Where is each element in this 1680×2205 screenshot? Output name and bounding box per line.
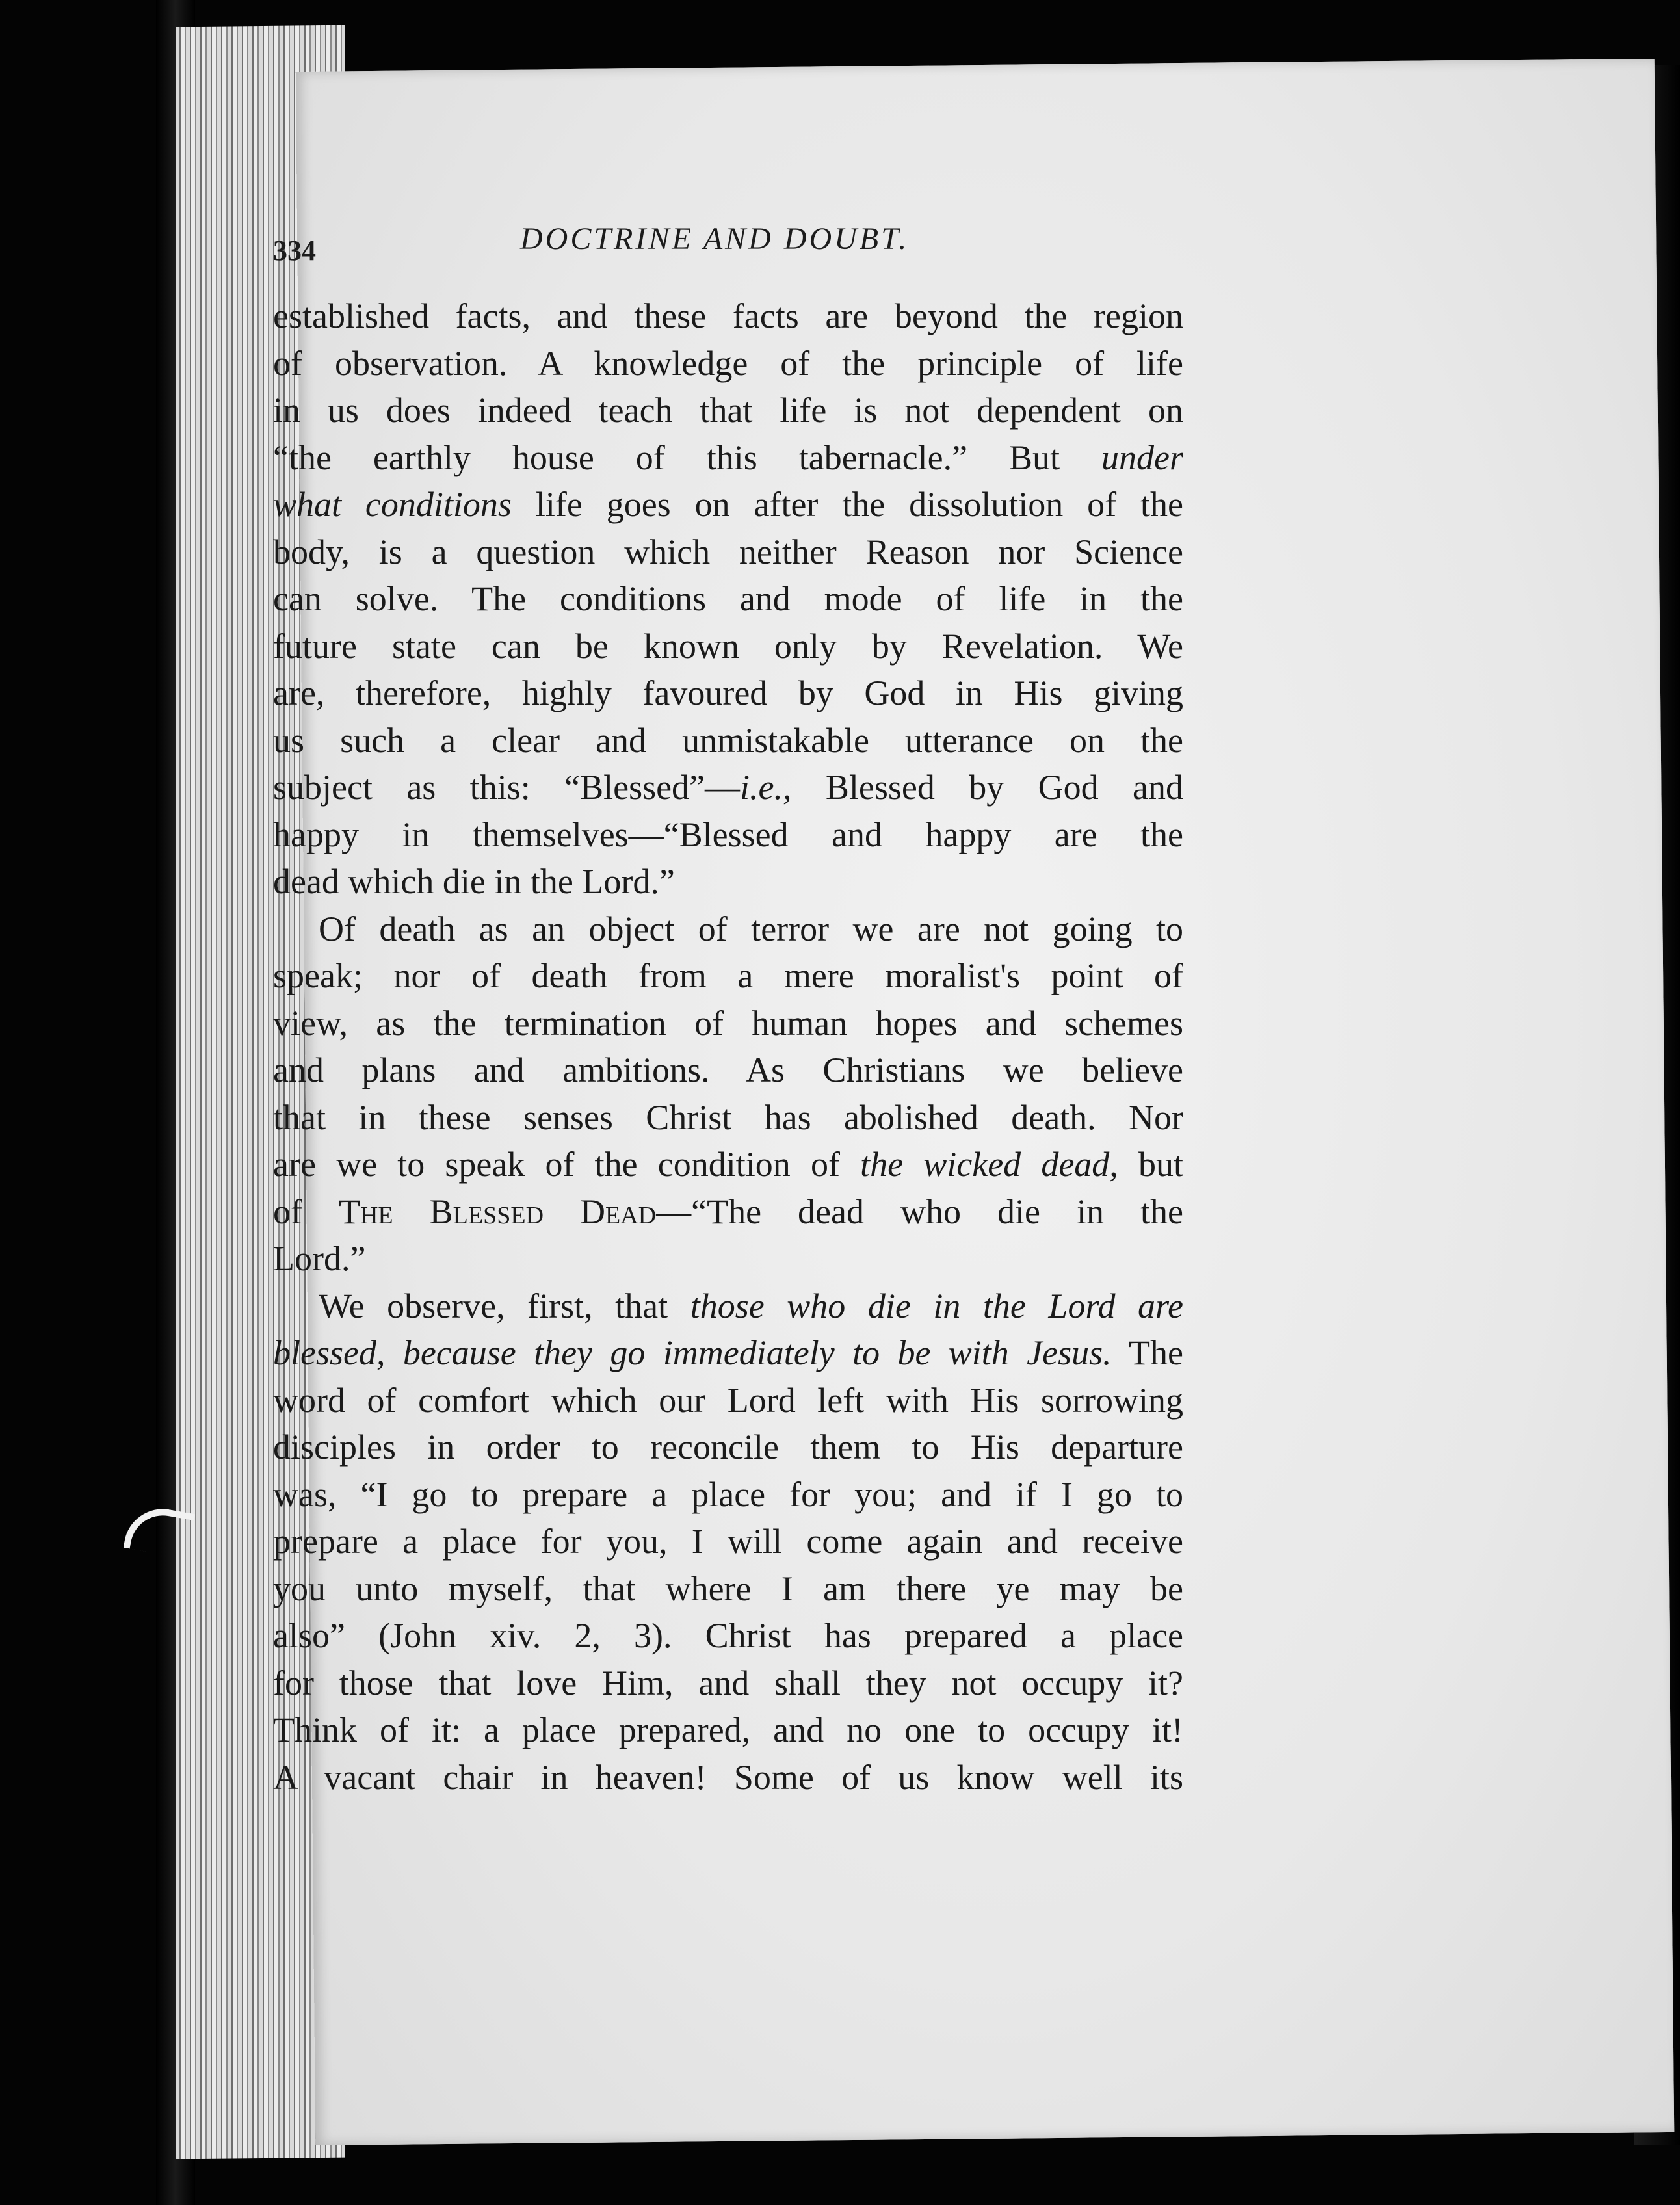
text-run: for those that love Him, and shall they not occupy it? [273, 1663, 1183, 1703]
text-line [273, 481, 1183, 528]
text-line [273, 1518, 1183, 1565]
text-run: body, is a question which neither Reason nor Science [273, 532, 1183, 571]
text-line [273, 340, 1183, 387]
small-caps-text: The Blessed Dead [339, 1192, 657, 1231]
text-run: established facts, and these facts are beyond the region [273, 296, 1183, 335]
text-line [273, 528, 1183, 576]
text-line [273, 434, 1183, 482]
text-run: you unto myself, that where I am there ye may be [273, 1569, 1183, 1608]
text-line [273, 1754, 1183, 1801]
text-line [273, 1377, 1183, 1424]
text-run: speak; nor of death from a mere moralist's point of [273, 956, 1183, 995]
text-line [273, 1283, 1183, 1330]
text-line [273, 1047, 1183, 1094]
text-line [273, 1706, 1183, 1754]
text-run: “the earthly house of this tabernacle.” But [273, 437, 1102, 477]
text-line [273, 623, 1183, 670]
text-line [273, 952, 1183, 1000]
text-run: that in these senses Christ has abolished death. Nor [273, 1097, 1183, 1137]
text-run: word of comfort which our Lord left with His sorrowing [273, 1380, 1183, 1420]
text-line [273, 764, 1183, 811]
page-number: 334 [273, 235, 316, 267]
text-line [273, 717, 1183, 764]
text-run: subject as this: “Blessed”— [273, 768, 741, 807]
text-line [273, 1424, 1183, 1471]
text-run: can solve. The conditions and mode of life in the [273, 579, 1183, 618]
text-line [273, 1094, 1183, 1142]
text-run: prepare a place for you, I will come again and receive [273, 1522, 1183, 1561]
text-run: are we to speak of the condition of [273, 1145, 861, 1184]
text-line [273, 906, 1183, 953]
text-line [273, 670, 1183, 717]
text-run: us such a clear and unmistakable utterance on the [273, 720, 1183, 760]
italic-text: what conditions [273, 485, 512, 524]
text-line [273, 387, 1183, 434]
text-run: We observe, first, that [319, 1286, 690, 1325]
text-run: Lord.” [273, 1239, 366, 1278]
text-run: —“The dead who die in the [656, 1192, 1183, 1231]
text-run: Blessed by God and [791, 768, 1183, 807]
text-line [273, 293, 1183, 340]
text-line [273, 1188, 1183, 1236]
text-line [273, 575, 1183, 623]
text-run: of [273, 1192, 339, 1231]
text-line [273, 1235, 1183, 1283]
text-run: disciples in order to reconcile them to His departure [273, 1428, 1183, 1467]
text-line [273, 1612, 1183, 1660]
text-run: of observation. A knowledge of the principle of life [273, 343, 1183, 383]
text-run: in us does indeed teach that life is not dependent on [273, 391, 1183, 430]
text-line [273, 1660, 1183, 1707]
text-run: was, “I go to prepare a place for you; and if I go to [273, 1474, 1183, 1514]
text-line [273, 1329, 1183, 1377]
text-run: dead which die in the Lord.” [273, 862, 675, 901]
text-run: Think of it: a place prepared, and no one to occupy it! [273, 1710, 1183, 1749]
text-run: and plans and ambitions. As Christians we believe [273, 1050, 1183, 1089]
text-run: A vacant chair in heaven! Some of us know well its [273, 1757, 1183, 1797]
text-run: life goes on after the dissolution of the [511, 485, 1183, 524]
text-run: are, therefore, highly favoured by God in His giving [273, 673, 1183, 712]
text-run: but [1118, 1145, 1183, 1184]
running-head: DOCTRINE AND DOUBT. [520, 222, 910, 256]
text-line [273, 1000, 1183, 1047]
italic-text: those who die in the Lord are [690, 1286, 1183, 1325]
text-line [273, 1141, 1183, 1188]
page-header [273, 221, 1209, 280]
italic-text: under [1101, 437, 1183, 477]
italic-text: blessed, because they go immediately to be with Jesus. [273, 1333, 1112, 1372]
text-run: Of death as an object of terror we are not going to [319, 909, 1183, 948]
text-run: happy in themselves—“Blessed and happy are the [273, 815, 1183, 854]
text-line [273, 811, 1183, 859]
text-run: view, as the termination of human hopes and schemes [273, 1003, 1183, 1043]
text-run: The [1111, 1333, 1183, 1372]
text-run: future state can be known only by Revelation. We [273, 626, 1183, 666]
scan-artifact-dash [1560, 72, 1590, 75]
body-text [273, 293, 1183, 1801]
text-run: also” (John xiv. 2, 3). Christ has prepared a place [273, 1616, 1183, 1655]
text-line [273, 1471, 1183, 1519]
text-line [273, 1565, 1183, 1613]
italic-text: the wicked dead, [860, 1145, 1118, 1184]
italic-text: i.e., [740, 768, 792, 807]
text-line [273, 858, 1183, 906]
